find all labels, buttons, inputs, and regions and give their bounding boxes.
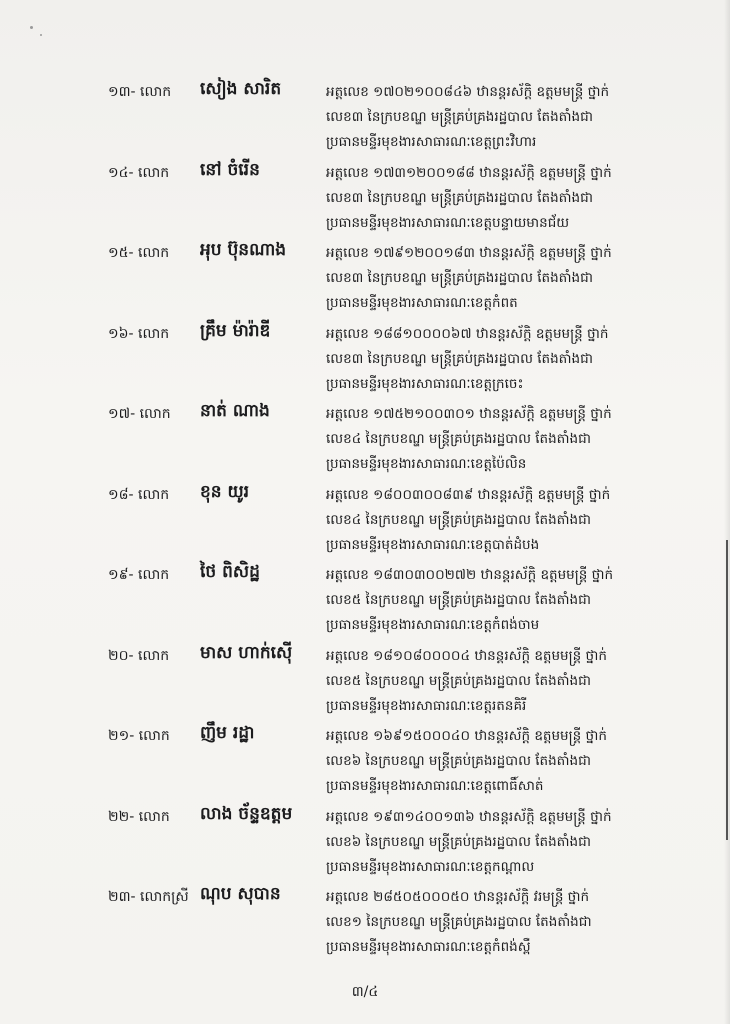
description-line: លេខ៤ នៃក្របខណ្ឌ មន្ត្រីគ្រប់គ្រងរដ្ឋបាល តែងតាំងជា	[326, 511, 591, 528]
description-line: អត្តលេខ ១៩៣១៤០០១៣៦ ឋានន្តរស័ក្តិ ឧត្តមមន្ត្រី ថ្នាក់	[326, 808, 612, 825]
description-line: លេខ៣ នៃក្របខណ្ឌ មន្ត្រីគ្រប់គ្រងរដ្ឋបាល តែងតាំងជា	[326, 109, 593, 125]
entry-number: ១៨- លោក	[108, 486, 170, 503]
entry-name: មាស ហាក់ស៊ើ	[200, 642, 293, 663]
list-item	[0, 475, 730, 556]
description-line: អត្តលេខ ២៨៥០៥០០០៥០ ឋានន្តរស័ក្តិ វរមន្ត្រី ថ្នាក់	[326, 889, 590, 905]
page-number: ៣/៤	[351, 984, 379, 1000]
entry-description	[326, 322, 686, 397]
description-line: លេខ៣ នៃក្របខណ្ឌ មន្ត្រីគ្រប់គ្រងរដ្ឋបាល តែងតាំងជា	[326, 270, 593, 286]
description-line: អត្តលេខ ១៨៨១០០០០៦៧ ឋានន្តរស័ក្តិ ឧត្តមមន្ត្រី ថ្នាក់	[326, 325, 609, 342]
entry-name: ថៃ ពិសិដ្ឋ	[200, 562, 260, 582]
description-line: ប្រធានមន្ទីរមុខងារសាធារណៈខេត្តប៉ៃលិន	[326, 456, 527, 472]
entry-number: ១៤- លោក	[108, 164, 170, 181]
entry-description	[326, 402, 686, 477]
entry-description	[326, 724, 686, 799]
list-item	[0, 877, 730, 958]
list-item	[0, 394, 730, 475]
entry-name: អុប ប៊ុនណាង	[200, 240, 287, 260]
description-line: លេខ១ នៃក្របខណ្ឌ មន្ត្រីគ្រប់គ្រងរដ្ឋបាល តែងតាំងជា	[326, 914, 592, 930]
description-line: ប្រធានមន្ទីរមុខងារសាធារណៈខេត្តកំពង់ចាម	[326, 617, 540, 633]
entry-name: នៅ ចំរើន	[200, 159, 260, 180]
entry-description	[326, 885, 686, 960]
description-line: លេខ៣ នៃក្របខណ្ឌ មន្ត្រីគ្រប់គ្រងរដ្ឋបាល តែងតាំងជា	[326, 189, 593, 206]
entry-description	[326, 805, 686, 880]
description-line: លេខ៦ នៃក្របខណ្ឌ មន្ត្រីគ្រប់គ្រងរដ្ឋបាល តែងតាំងជា	[326, 833, 591, 850]
entry-description	[326, 161, 686, 236]
description-line: អត្តលេខ ១៨៣០៣០០២៧២ ឋានន្តរស័ក្តិ ឧត្តមមន្ត្រី ថ្នាក់	[326, 567, 614, 583]
entry-name: ណុប សុបាន	[200, 884, 281, 904]
description-line: អត្តលេខ ១៧៣១២០០១៨៨ ឋានន្តរស័ក្តិ ឧត្តមមន្ត្រី ថ្នាក់	[326, 164, 612, 181]
speck	[30, 26, 33, 29]
list-item	[0, 233, 730, 314]
description-line: ប្រធានមន្ទីរមុខងារសាធារណៈខេត្តកណ្ដាល	[326, 858, 535, 875]
entry-name: ញឹម រដ្ឋា	[200, 723, 255, 743]
entry-description	[326, 563, 686, 638]
description-line: លេខ៥ នៃក្របខណ្ឌ មន្ត្រីគ្រប់គ្រងរដ្ឋបាល តែងតាំងជា	[326, 592, 591, 608]
description-line: ប្រធានមន្ទីរមុខងារសាធារណៈខេត្តក្រចេះ	[326, 375, 524, 392]
description-line: អត្តលេខ ១៨១០៨០០០០៤ ឋានន្តរស័ក្តិ ឧត្តមមន្ត្រី ថ្នាក់	[326, 647, 607, 664]
entry-name: នាត់ ណាង	[200, 401, 270, 421]
entry-name: គ្រឹម ម៉ារ៉ាឌី	[200, 320, 271, 341]
list-item	[0, 555, 730, 636]
entry-number: ១៧- លោក	[108, 406, 171, 422]
list-item	[0, 636, 730, 717]
description-line: ប្រធានមន្ទីរមុខងារសាធារណៈខេត្តពោធិ៍សាត់	[326, 778, 544, 794]
description-line: លេខ៤ នៃក្របខណ្ឌ មន្ត្រីគ្រប់គ្រងរដ្ឋបាល តែងតាំងជា	[326, 431, 591, 447]
description-line: លេខ៣ នៃក្របខណ្ឌ មន្ត្រីគ្រប់គ្រងរដ្ឋបាល តែងតាំងជា	[326, 350, 593, 367]
entry-description	[326, 644, 686, 719]
description-line: អត្តលេខ ១៦៩១៥០០០៤០ ឋានន្តរស័ក្តិ ឧត្តមមន្ត្រី ថ្នាក់	[326, 728, 607, 744]
entry-number: ១៦- លោក	[108, 325, 170, 342]
list-item	[0, 716, 730, 797]
entry-number: ២១- លោក	[108, 728, 170, 744]
entry-description	[326, 241, 686, 316]
entry-description	[326, 80, 686, 155]
entry-number: ២២- លោក	[108, 808, 170, 825]
appointment-list	[0, 72, 730, 958]
description-line: ប្រធានមន្ទីរមុខងារសាធារណៈខេត្តកំពង់ស្ពឺ	[326, 939, 531, 955]
description-line: ប្រធានមន្ទីរមុខងារសាធារណៈខេត្តរតនគិរី	[326, 697, 527, 714]
description-line: អត្តលេខ ១៧៩១២០០១៨៣ ឋានន្តរស័ក្តិ ឧត្តមមន្ត្រី ថ្នាក់	[326, 245, 612, 261]
entry-number: ២០- លោក	[108, 647, 170, 664]
description-line: លេខ៥ នៃក្របខណ្ឌ មន្ត្រីគ្រប់គ្រងរដ្ឋបាល តែងតាំងជា	[326, 672, 591, 689]
description-line: ប្រធានមន្ទីរមុខងារសាធារណៈខេត្តបន្ទាយមានជ័យ	[326, 214, 570, 231]
entry-name: លាង ច័ន្ទឧត្ដម	[200, 803, 293, 824]
entry-description	[326, 483, 686, 558]
description-line: អត្តលេខ ១៧៥២១០០៣០១ ឋានន្តរស័ក្តិ ឧត្តមមន្ត្រី ថ្នាក់	[326, 406, 612, 422]
description-line: អត្តលេខ ១៨០០៣០០៨៣៩ ឋានន្តរស័ក្តិ ឧត្តមមន្ត្រី ថ្នាក់	[326, 486, 611, 503]
description-line: ប្រធានមន្ទីរមុខងារសាធារណៈខេត្តព្រះវិហារ	[326, 134, 537, 150]
list-item	[0, 314, 730, 395]
entry-number: ១៣- លោក	[108, 84, 172, 100]
description-line: ប្រធានមន្ទីរមុខងារសាធារណៈខេត្តបាត់ដំបង	[326, 536, 540, 553]
entry-number: ១៩- លោក	[108, 567, 170, 583]
list-item	[0, 153, 730, 234]
entry-name: ខុន យូរ	[200, 481, 250, 502]
entry-number: ១៥- លោក	[108, 245, 170, 261]
list-item	[0, 72, 730, 153]
entry-name: សៀង សារិត	[200, 79, 282, 99]
description-line: អត្តលេខ ១៧០២១០០៨៤៦ ឋានន្តរស័ក្តិ ឧត្តមមន្ត្រី ថ្នាក់	[326, 84, 610, 100]
entry-number: ២៣- លោកស្រី	[108, 889, 189, 905]
list-item	[0, 797, 730, 878]
description-line: លេខ៦ នៃក្របខណ្ឌ មន្ត្រីគ្រប់គ្រងរដ្ឋបាល តែងតាំងជា	[326, 753, 591, 769]
description-line: ប្រធានមន្ទីរមុខងារសាធារណៈខេត្តកំពត	[326, 295, 518, 311]
speck	[40, 34, 42, 36]
